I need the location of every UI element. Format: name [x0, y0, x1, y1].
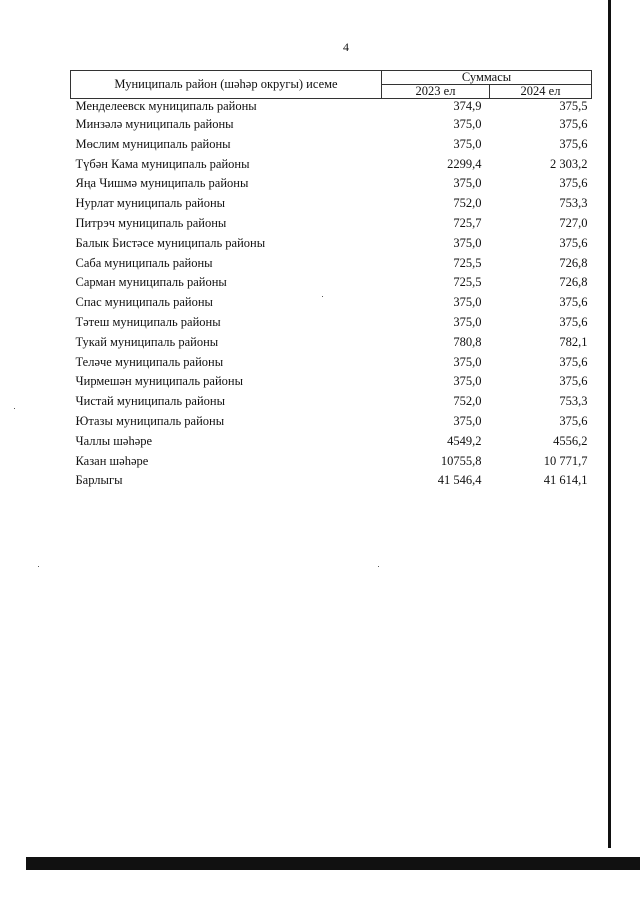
row-name: Тәтеш муниципаль районы	[75, 314, 221, 329]
row-value-2024: 10 771,7	[543, 453, 588, 468]
table-row	[71, 115, 592, 135]
row-value-2024: 726,8	[559, 275, 588, 290]
row-value-2024: 375,6	[559, 374, 588, 389]
row-value-2024: 375,6	[559, 413, 588, 428]
table-row	[71, 234, 592, 254]
row-name: Мөслим муниципаль районы	[75, 136, 231, 151]
table-row	[71, 313, 592, 333]
table-row	[71, 353, 592, 373]
row-name: Минзәлә муниципаль районы	[75, 117, 234, 131]
header-sum: Суммасы	[382, 71, 592, 85]
scan-speck	[38, 566, 39, 567]
row-name: Түбән Кама муниципаль районы	[75, 156, 250, 171]
row-value-2023: 375,0	[453, 314, 482, 329]
table-row	[71, 174, 592, 194]
scan-edge-bottom	[26, 857, 640, 870]
table-row	[71, 293, 592, 313]
table-row	[71, 135, 592, 155]
row-value-2024: 727,0	[559, 215, 588, 230]
row-value-2024: 753,3	[559, 196, 588, 211]
row-name: Чистай муниципаль районы	[75, 394, 225, 409]
row-value-2023: 780,8	[453, 334, 482, 349]
table-row	[71, 273, 592, 293]
row-value-2023: 752,0	[453, 196, 482, 211]
row-value-2023: 725,5	[453, 255, 482, 270]
row-value-2023: 725,5	[453, 275, 482, 290]
row-name: Питрэч муниципаль районы	[75, 215, 227, 230]
row-value-2024: 726,8	[559, 255, 588, 270]
row-value-2023: 374,9	[453, 99, 482, 113]
row-value-2024: 375,6	[559, 295, 588, 310]
table-row	[71, 471, 592, 491]
row-name: Барлыгы	[75, 473, 123, 488]
row-value-2023: 375,0	[453, 117, 482, 131]
table-row	[71, 194, 592, 214]
row-name: Чирмешән муниципаль районы	[75, 374, 243, 389]
row-value-2024: 375,5	[559, 99, 588, 113]
row-value-2023: 375,0	[453, 136, 482, 151]
page-number: 4	[343, 40, 349, 54]
header-year-2023: 2023 ел	[382, 85, 490, 99]
row-value-2023: 10755,8	[440, 453, 482, 468]
table-row	[71, 254, 592, 274]
row-value-2024: 375,6	[559, 136, 588, 151]
scan-edge-right	[608, 0, 611, 848]
row-value-2023: 2299,4	[447, 156, 482, 171]
row-name: Балык Бистәсе муниципаль районы	[75, 235, 266, 250]
row-value-2024: 375,6	[559, 117, 588, 131]
row-value-2024: 41 614,1	[543, 473, 588, 488]
row-name: Ютазы муниципаль районы	[75, 413, 225, 428]
row-value-2023: 375,0	[453, 235, 482, 250]
row-name: Спас муниципаль районы	[75, 295, 213, 310]
row-name: Теләче муниципаль районы	[75, 354, 224, 369]
row-value-2023: 41 546,4	[437, 473, 482, 488]
row-value-2024: 753,3	[559, 394, 588, 409]
row-value-2024: 2 303,2	[550, 156, 588, 171]
row-value-2024: 4556,2	[553, 433, 588, 448]
row-name: Казан шәһәре	[75, 453, 149, 468]
row-name: Менделеевск муниципаль районы	[75, 99, 257, 113]
table-row	[71, 214, 592, 234]
row-value-2024: 375,6	[559, 235, 588, 250]
row-value-2023: 375,0	[453, 354, 482, 369]
table-row	[71, 99, 592, 116]
row-value-2023: 375,0	[453, 413, 482, 428]
table-row	[71, 372, 592, 392]
row-name: Чаллы шәһәре	[75, 433, 153, 448]
row-value-2023: 375,0	[453, 295, 482, 310]
row-name: Сарман муниципаль районы	[75, 275, 227, 290]
row-value-2024: 375,6	[559, 354, 588, 369]
row-value-2024: 782,1	[559, 334, 588, 349]
row-value-2023: 375,0	[453, 176, 482, 191]
header-name: Муниципаль район (шәһәр округы) исеме	[71, 71, 382, 99]
row-value-2023: 375,0	[453, 374, 482, 389]
table-row	[71, 333, 592, 353]
scan-speck	[14, 408, 15, 409]
table-row	[71, 412, 592, 432]
row-name: Нурлат муниципаль районы	[75, 196, 226, 211]
row-value-2024: 375,6	[559, 176, 588, 191]
row-value-2023: 725,7	[453, 215, 482, 230]
row-name: Тукай муниципаль районы	[75, 334, 219, 349]
table-row	[71, 392, 592, 412]
row-name: Саба муниципаль районы	[75, 255, 213, 270]
scan-speck	[378, 566, 379, 567]
row-value-2023: 4549,2	[447, 433, 482, 448]
row-value-2024: 375,6	[559, 314, 588, 329]
table-row	[71, 155, 592, 175]
table-row	[71, 452, 592, 472]
table-row	[71, 432, 592, 452]
header-year-2024: 2024 ел	[490, 85, 592, 99]
allocation-table	[70, 70, 592, 491]
row-value-2023: 752,0	[453, 394, 482, 409]
row-name: Яңа Чишмә муниципаль районы	[75, 176, 249, 191]
